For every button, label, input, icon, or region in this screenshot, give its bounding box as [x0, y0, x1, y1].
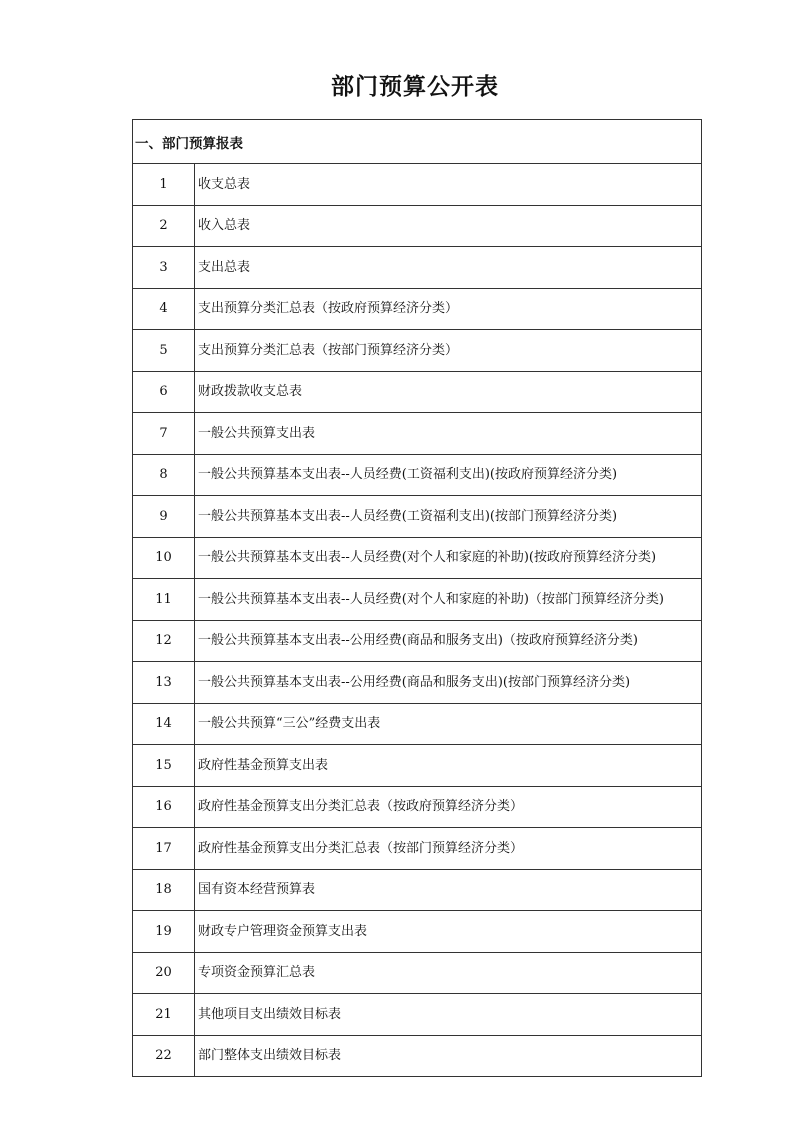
- row-number: 15: [133, 745, 195, 787]
- table-row: [133, 994, 702, 1036]
- row-number: 6: [133, 371, 195, 413]
- row-number: 11: [133, 579, 195, 621]
- budget-report-table: [132, 119, 702, 1077]
- report-name: 一般公共预算基本支出表--人员经费(工资福利支出)(按政府预算经济分类): [195, 454, 702, 496]
- report-name: 一般公共预算“三公”经费支出表: [195, 703, 702, 745]
- table-row: [133, 579, 702, 621]
- row-number: 8: [133, 454, 195, 496]
- table-row: [133, 745, 702, 787]
- report-name: 一般公共预算基本支出表--人员经费(对个人和家庭的补助)(按政府预算经济分类): [195, 537, 702, 579]
- report-name: 政府性基金预算支出分类汇总表（按政府预算经济分类）: [195, 786, 702, 828]
- table-row: [133, 662, 702, 704]
- row-number: 14: [133, 703, 195, 745]
- table-row: [133, 911, 702, 953]
- table-row: [133, 786, 702, 828]
- table-row: [133, 496, 702, 538]
- report-name: 一般公共预算基本支出表--人员经费(工资福利支出)(按部门预算经济分类): [195, 496, 702, 538]
- row-number: 4: [133, 288, 195, 330]
- report-name: 支出总表: [195, 247, 702, 289]
- report-name: 一般公共预算基本支出表--公用经费(商品和服务支出)(按部门预算经济分类): [195, 662, 702, 704]
- table-row: [133, 371, 702, 413]
- report-name: 一般公共预算基本支出表--公用经费(商品和服务支出)（按政府预算经济分类): [195, 620, 702, 662]
- table-row: [133, 330, 702, 372]
- table-row: [133, 620, 702, 662]
- report-name: 政府性基金预算支出分类汇总表（按部门预算经济分类）: [195, 828, 702, 870]
- report-name: 收支总表: [195, 164, 702, 206]
- row-number: 20: [133, 952, 195, 994]
- report-name: 支出预算分类汇总表（按部门预算经济分类）: [195, 330, 702, 372]
- report-name: 部门整体支出绩效目标表: [195, 1035, 702, 1077]
- report-name: 收入总表: [195, 205, 702, 247]
- table-row: [133, 205, 702, 247]
- table-row: [133, 1035, 702, 1077]
- table-row: [133, 703, 702, 745]
- table-row: [133, 413, 702, 455]
- row-number: 16: [133, 786, 195, 828]
- row-number: 2: [133, 205, 195, 247]
- row-number: 7: [133, 413, 195, 455]
- section-header-label: 一、部门预算报表: [133, 120, 702, 164]
- report-name: 支出预算分类汇总表（按政府预算经济分类）: [195, 288, 702, 330]
- page-title: 部门预算公开表: [331, 74, 499, 100]
- section-header-row: [133, 120, 702, 164]
- report-name: 一般公共预算基本支出表--人员经费(对个人和家庭的补助)（按部门预算经济分类): [195, 579, 702, 621]
- row-number: 18: [133, 869, 195, 911]
- table-row: [133, 828, 702, 870]
- row-number: 13: [133, 662, 195, 704]
- row-number: 10: [133, 537, 195, 579]
- row-number: 9: [133, 496, 195, 538]
- row-number: 1: [133, 164, 195, 206]
- row-number: 21: [133, 994, 195, 1036]
- table-row: [133, 164, 702, 206]
- row-number: 3: [133, 247, 195, 289]
- report-name: 政府性基金预算支出表: [195, 745, 702, 787]
- report-name: 专项资金预算汇总表: [195, 952, 702, 994]
- report-name: 财政拨款收支总表: [195, 371, 702, 413]
- report-name: 一般公共预算支出表: [195, 413, 702, 455]
- table-row: [133, 537, 702, 579]
- row-number: 17: [133, 828, 195, 870]
- report-name: 国有资本经营预算表: [195, 869, 702, 911]
- table-row: [133, 952, 702, 994]
- table-row: [133, 454, 702, 496]
- row-number: 19: [133, 911, 195, 953]
- table-body: [133, 120, 702, 1077]
- report-name: 财政专户管理资金预算支出表: [195, 911, 702, 953]
- row-number: 12: [133, 620, 195, 662]
- report-name: 其他项目支出绩效目标表: [195, 994, 702, 1036]
- table-row: [133, 247, 702, 289]
- row-number: 22: [133, 1035, 195, 1077]
- row-number: 5: [133, 330, 195, 372]
- table-row: [133, 869, 702, 911]
- table-row: [133, 288, 702, 330]
